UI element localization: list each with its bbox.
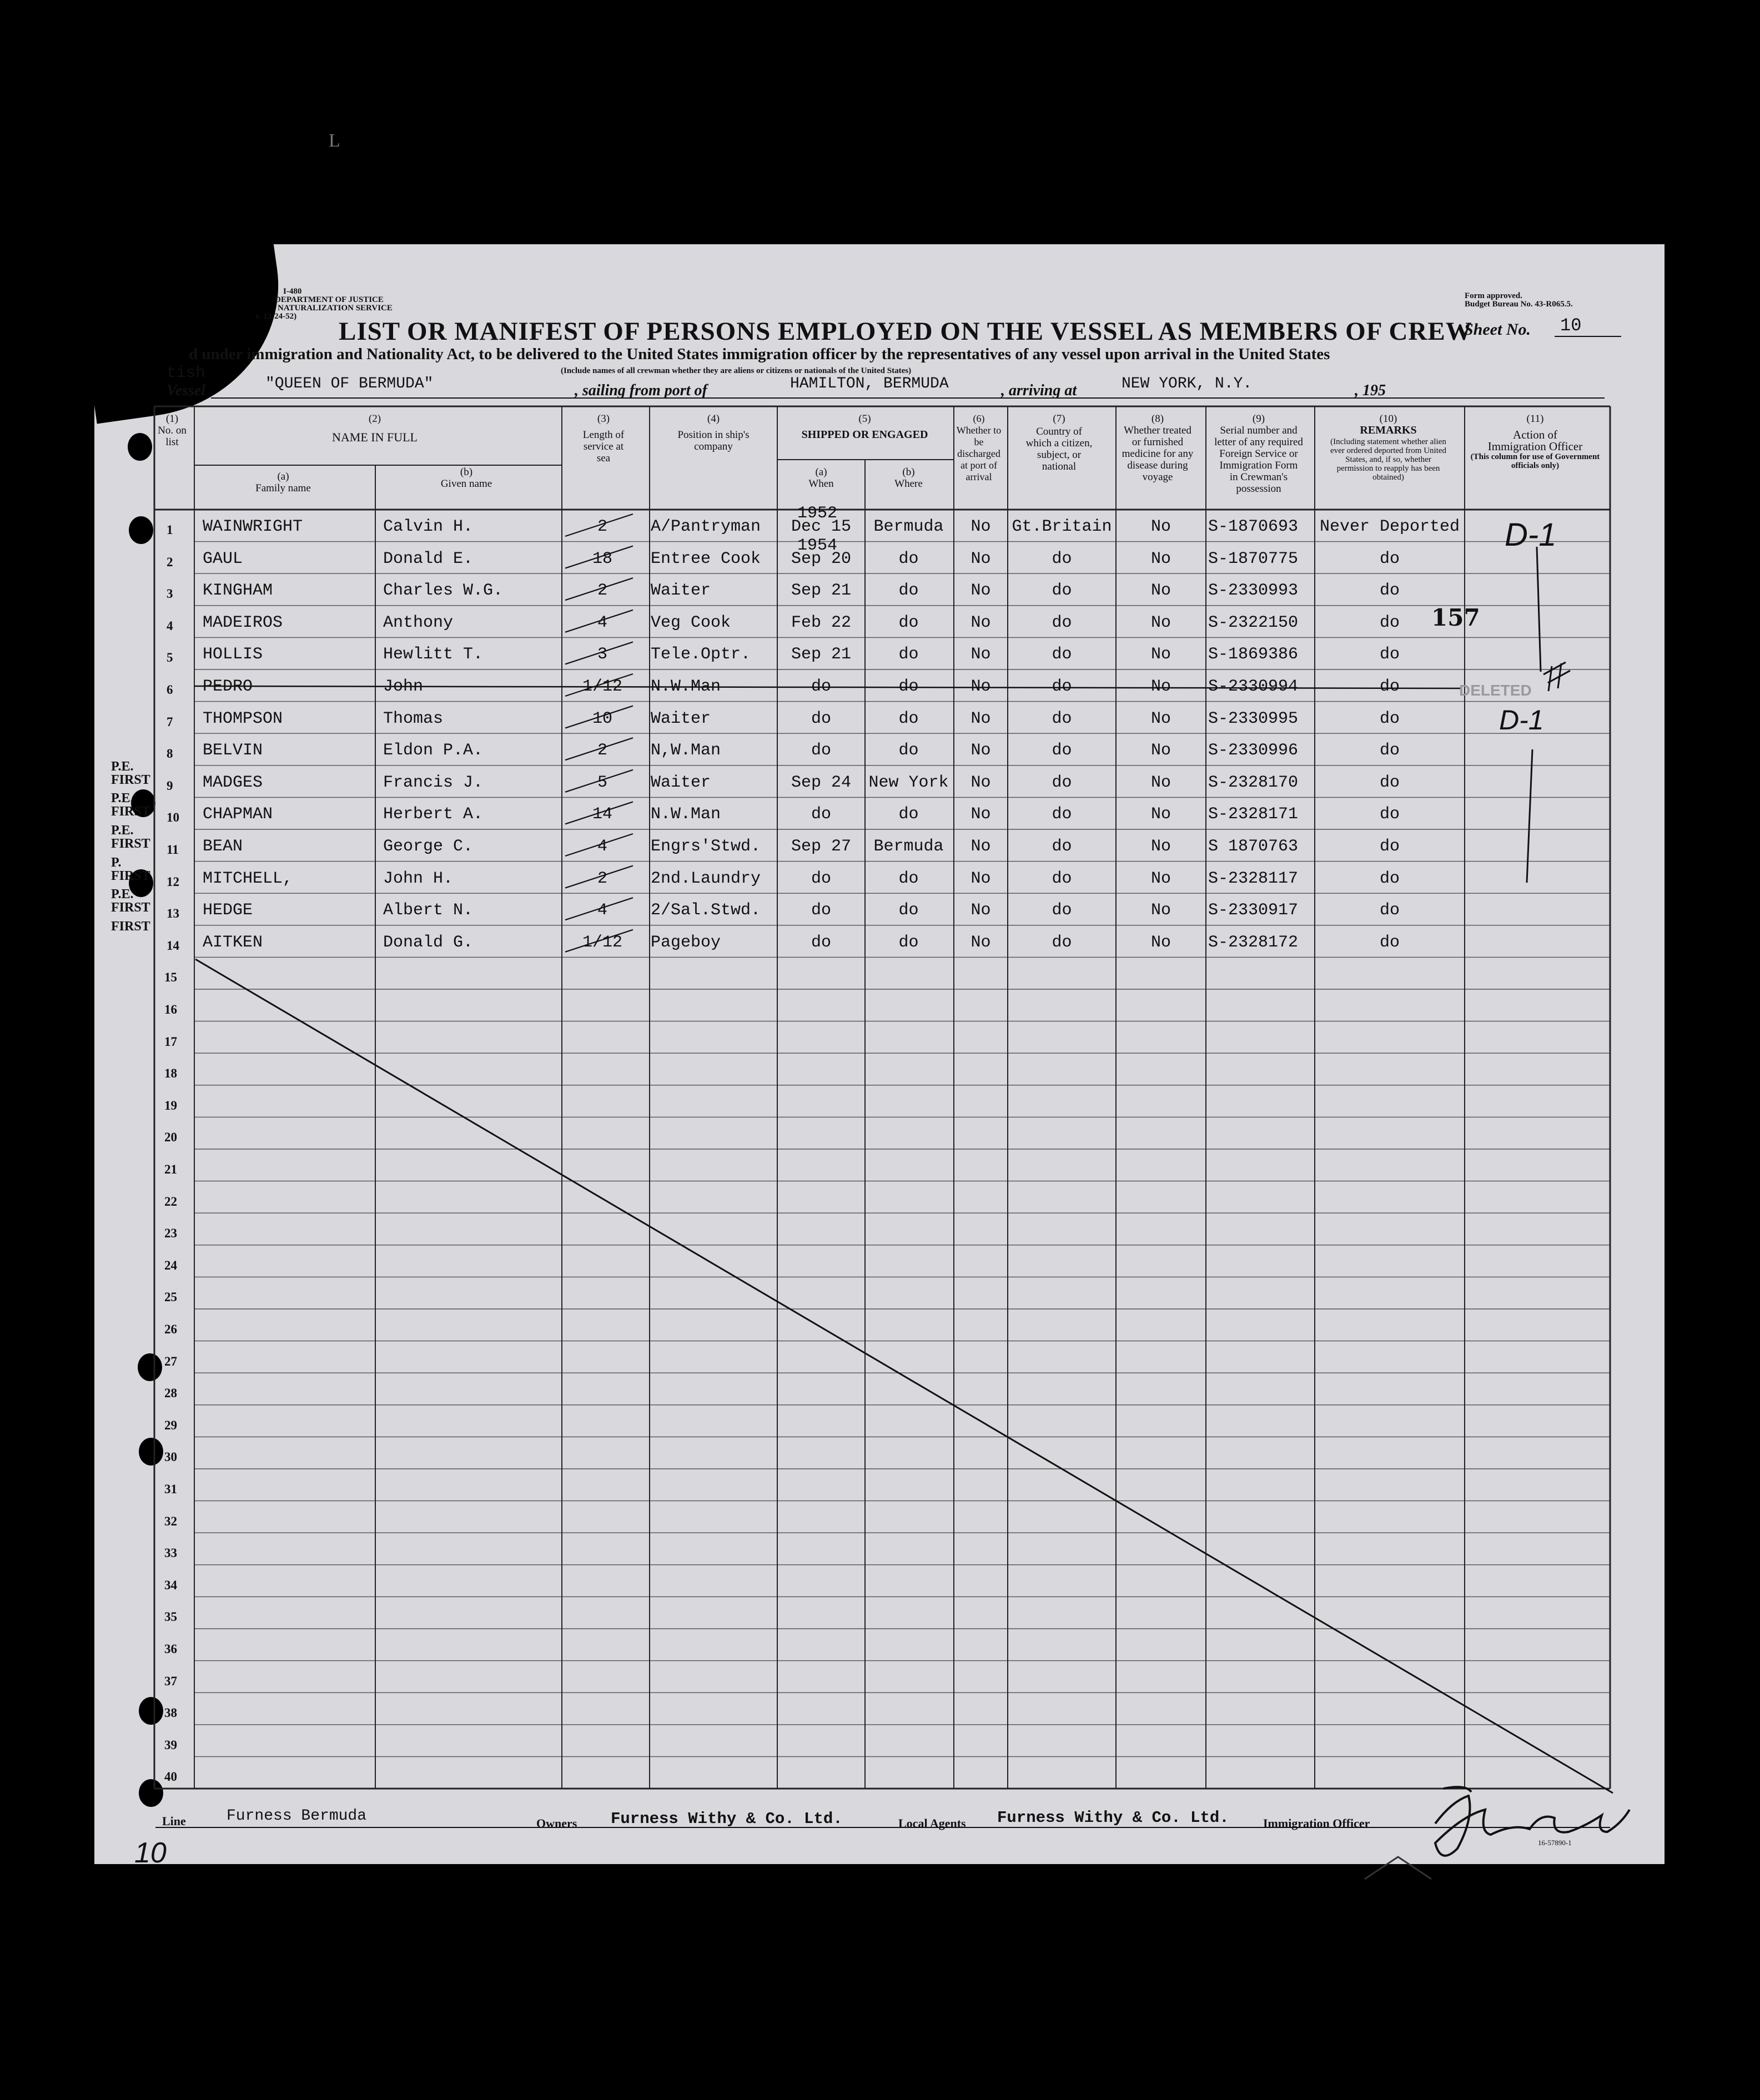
row-number: 23 <box>164 1226 177 1241</box>
form-code: 16-57890-1 <box>1538 1839 1572 1847</box>
row-number: 29 <box>164 1418 177 1432</box>
service-length: 2 <box>597 581 608 601</box>
country: do <box>1052 645 1072 664</box>
family-name: MADGES <box>203 773 263 792</box>
remarks: do <box>1379 741 1400 761</box>
col-1-header: (1) No. on list <box>158 413 187 448</box>
shipped-where: do <box>898 805 919 824</box>
given-name: Anthony <box>383 613 454 632</box>
discharge: No <box>970 677 991 696</box>
given-name: Eldon P.A. <box>383 741 484 761</box>
discharge: No <box>970 645 991 664</box>
year-label: , 195 <box>1355 382 1386 399</box>
local-agents-name: Furness Withy & Co. Ltd. <box>997 1809 1229 1827</box>
line-name: Furness Bermuda <box>227 1807 367 1825</box>
discharge: No <box>970 837 991 856</box>
vessel-name: "QUEEN OF BERMUDA" <box>265 375 434 392</box>
serial-number: S-2328170 <box>1208 773 1299 792</box>
row-number: 13 <box>167 907 179 921</box>
position: 2nd.Laundry <box>651 869 761 888</box>
remarks: do <box>1379 773 1400 792</box>
remarks: do <box>1379 613 1400 632</box>
discharge: No <box>970 709 991 728</box>
col-2b-header: (b) Given name <box>440 466 492 490</box>
row-number: 12 <box>167 874 179 889</box>
remarks: do <box>1379 677 1400 696</box>
row-number: 20 <box>164 1130 177 1145</box>
given-name: Hewlitt T. <box>383 645 484 664</box>
row-number: 35 <box>164 1610 177 1624</box>
row-number: 3 <box>167 587 173 601</box>
row-number: 37 <box>164 1674 177 1688</box>
shipped-when: Sep 21 <box>791 581 852 601</box>
row-number: 17 <box>164 1034 177 1049</box>
shipped-when: Sep 21 <box>791 645 852 664</box>
row-number: 2 <box>167 555 173 569</box>
remarks: do <box>1379 837 1400 856</box>
family-name: GAUL <box>203 549 243 568</box>
country: do <box>1052 709 1072 728</box>
shipped-when: do <box>811 709 831 728</box>
family-name: BEAN <box>203 837 243 856</box>
row-number: 5 <box>167 651 173 665</box>
service-length: 3 <box>597 645 608 664</box>
form-subtitle: d under immigration and Nationality Act, to be delivered to the United States immigration officer by the representatives of any vessel upon arrival in the United States <box>189 345 1330 363</box>
shipped-where: do <box>898 613 919 632</box>
sailing-port: HAMILTON, BERMUDA <box>790 375 949 392</box>
family-name: BELVIN <box>203 741 263 761</box>
shipped-when: do <box>811 741 831 761</box>
immigration-officer-label: Immigration Officer <box>1263 1816 1370 1830</box>
margin-note: P.E. FIRST <box>111 887 150 915</box>
sailing-label: , sailing from port of <box>575 382 707 399</box>
line-label: Line <box>162 1814 186 1828</box>
medicine: No <box>1150 773 1171 792</box>
serial-number: S-2330996 <box>1208 741 1299 761</box>
medicine: No <box>1150 933 1171 952</box>
row-number: 39 <box>164 1738 177 1752</box>
row-number: 10 <box>167 810 179 825</box>
medicine: No <box>1150 613 1171 632</box>
approval-note: Form approved. Budget Bureau No. 43-R065.5. <box>1465 291 1573 309</box>
row-number: 31 <box>164 1482 177 1496</box>
row-number: 34 <box>164 1578 177 1592</box>
serial-number: S-2328117 <box>1208 869 1299 888</box>
shipped-where: do <box>898 645 919 664</box>
service-length: 2 <box>597 517 608 536</box>
medicine: No <box>1150 517 1171 536</box>
row-number: 25 <box>164 1290 177 1305</box>
shipped-where: do <box>898 677 919 696</box>
row-number: 16 <box>164 1003 177 1016</box>
service-length: 18 <box>592 549 613 568</box>
row-number: 1 <box>167 523 173 537</box>
remarks: do <box>1379 869 1400 888</box>
remarks: do <box>1379 901 1400 920</box>
given-name: Herbert A. <box>383 805 484 824</box>
col-5b-header: (b) Where <box>894 466 923 490</box>
family-name: THOMPSON <box>203 709 283 728</box>
family-name: KINGHAM <box>203 581 273 601</box>
col-8-header: (8) Whether treated or furnished medicine for any disease during voyage <box>1122 413 1194 483</box>
officer-mark-row-7: D-1 <box>1499 704 1544 736</box>
agency-line: NATURALIZATION SERVICE <box>278 304 393 313</box>
officer-signature <box>1435 1787 1630 1856</box>
family-name: HEDGE <box>203 901 253 920</box>
row-number: 24 <box>164 1258 177 1272</box>
owners-name: Furness Withy & Co. Ltd. <box>611 1810 843 1828</box>
position: Veg Cook <box>651 613 731 632</box>
col-5a-header: (a) When <box>808 466 834 490</box>
given-name: Charles W.G. <box>383 581 504 601</box>
medicine: No <box>1150 581 1171 601</box>
family-name: WAINWRIGHT <box>203 517 303 536</box>
row-number: 30 <box>164 1450 177 1464</box>
arrival-port: NEW YORK, N.Y. <box>1122 375 1253 392</box>
shipped-where: do <box>898 933 919 952</box>
shipped-where: do <box>898 549 919 568</box>
shipped-when: do <box>811 805 831 824</box>
position: 2/Sal.Stwd. <box>651 901 761 920</box>
service-length: 2 <box>597 869 608 888</box>
shipped-when: Sep 27 <box>791 837 852 856</box>
col-5-header: (5) SHIPPED OR ENGAGED <box>801 413 928 441</box>
discharge: No <box>970 517 991 536</box>
country: do <box>1052 549 1072 568</box>
country: do <box>1052 837 1072 856</box>
shipped-where: do <box>898 741 919 761</box>
remarks: do <box>1379 581 1400 601</box>
position: A/Pantryman <box>651 517 761 536</box>
row-number: 15 <box>164 970 177 985</box>
row-number: 11 <box>167 843 179 857</box>
shipped-where: do <box>898 901 919 920</box>
medicine: No <box>1150 645 1171 664</box>
country: do <box>1052 581 1072 601</box>
service-length: 4 <box>597 837 608 856</box>
col-4-header: (4) Position in ship's company <box>677 413 750 452</box>
country: do <box>1052 773 1072 792</box>
serial-number: S-2330917 <box>1208 901 1299 920</box>
margin-note: P.E. FIRST <box>111 823 150 851</box>
col-2a-header: (a) Family name <box>255 471 311 494</box>
row-number: 9 <box>167 778 173 793</box>
discharge: No <box>970 901 991 920</box>
given-name: Calvin H. <box>383 517 474 536</box>
remarks: do <box>1379 805 1400 824</box>
serial-number: S-1869386 <box>1208 645 1299 664</box>
col-9-header: (9) Serial number and letter of any required Foreign Service or Immigration Form in Crewman's possession <box>1214 413 1303 495</box>
given-name: John <box>383 677 424 696</box>
discharge: No <box>970 613 991 632</box>
discharge: No <box>970 933 991 952</box>
given-name: Francis J. <box>383 773 484 792</box>
country: Gt.Britain <box>1012 517 1112 536</box>
row-number: 22 <box>164 1194 177 1208</box>
count-157: 157 <box>1431 604 1480 631</box>
sheet-number: 10 <box>1560 315 1582 336</box>
shipped-when: do <box>811 901 831 920</box>
shipped-when: Sep 20 <box>791 549 852 568</box>
given-name: Albert N. <box>383 901 474 920</box>
shipped-year: 1954 <box>797 536 838 555</box>
deleted-stamp: DELETED <box>1459 682 1532 699</box>
country: do <box>1052 933 1072 952</box>
position: Engrs'Stwd. <box>651 837 761 856</box>
country: do <box>1052 677 1072 696</box>
shipped-where: Bermuda <box>873 837 944 856</box>
owners-label: Owners <box>536 1816 577 1830</box>
discharge: No <box>970 869 991 888</box>
service-length: 1/12 <box>582 933 623 952</box>
row-number: 26 <box>164 1322 177 1336</box>
serial-number: S-1870693 <box>1208 517 1299 536</box>
col-6-header: (6) Whether to be discharged at port of arrival <box>956 413 1002 482</box>
nationality: tish <box>167 364 205 382</box>
family-name: CHAPMAN <box>203 805 273 824</box>
service-length: 5 <box>597 773 608 792</box>
medicine: No <box>1150 837 1171 856</box>
country: do <box>1052 741 1072 761</box>
shipped-when: Dec 15 <box>791 517 852 536</box>
serial-number: S-2322150 <box>1208 613 1299 632</box>
medicine: No <box>1150 901 1171 920</box>
row-number: 38 <box>164 1706 177 1720</box>
discharge: No <box>970 805 991 824</box>
family-name: AITKEN <box>203 933 263 952</box>
service-length: 2 <box>597 741 608 761</box>
agency-line: v. 12-24-52) <box>255 312 297 321</box>
shipped-when: do <box>811 933 831 952</box>
shipped-where: do <box>898 581 919 601</box>
serial-number: S-2330994 <box>1208 677 1299 696</box>
include-note: (Include names of all crewman whether they are aliens or citizens or nationals of the United States) <box>561 366 912 375</box>
position: N,W.Man <box>651 741 721 761</box>
given-name: George C. <box>383 837 474 856</box>
discharge: No <box>970 549 991 568</box>
row-number: 14 <box>167 938 179 953</box>
margin-note: P. FIRST <box>111 855 150 883</box>
officer-mark-row-1: D-1 <box>1505 517 1557 553</box>
serial-number: S-2328172 <box>1208 933 1299 952</box>
shipped-when: Feb 22 <box>791 613 852 632</box>
row-number: 28 <box>164 1386 177 1401</box>
shipped-year: 1952 <box>797 504 838 523</box>
row-number: 40 <box>164 1770 177 1784</box>
remarks: do <box>1379 709 1400 728</box>
col-11-header: (11) Action of Immigration Officer (This column for use of Government officials only) <box>1470 413 1600 470</box>
discharge: No <box>970 581 991 601</box>
remarks: do <box>1379 933 1400 952</box>
position: Waiter <box>651 773 711 792</box>
medicine: No <box>1150 869 1171 888</box>
row-number: 18 <box>164 1066 177 1081</box>
family-name: MITCHELL, <box>203 869 293 888</box>
row-number: 6 <box>167 683 173 697</box>
serial-number: S 1870763 <box>1208 837 1299 856</box>
form-title: LIST OR MANIFEST OF PERSONS EMPLOYED ON THE VESSEL AS MEMBERS OF CREW <box>339 317 1472 346</box>
serial-number: S-2328171 <box>1208 805 1299 824</box>
col-7-header: (7) Country of which a citizen, subject, or national <box>1025 413 1093 472</box>
margin-note: FIRST <box>111 919 150 934</box>
col-10-header: (10) REMARKS (Including statement whether alien ever ordered deported from United States, and, if so, whether permission to reapply has been obtained) <box>1330 413 1447 482</box>
position: N.W.Man <box>651 805 721 824</box>
remarks: Never Deported <box>1319 517 1460 536</box>
position: Tele.Optr. <box>651 645 751 664</box>
remarks: do <box>1379 549 1400 568</box>
family-name: PEDRO <box>203 677 253 696</box>
medicine: No <box>1150 709 1171 728</box>
given-name: Thomas <box>383 709 444 728</box>
serial-number: S-1870775 <box>1208 549 1299 568</box>
family-name: MADEIROS <box>203 613 283 632</box>
medicine: No <box>1150 677 1171 696</box>
local-agents-label: Local Agents <box>898 1816 966 1830</box>
margin-number: 10 <box>134 1837 167 1869</box>
service-length: 1/12 <box>582 677 623 696</box>
medicine: No <box>1150 549 1171 568</box>
service-length: 14 <box>592 805 613 824</box>
shipped-when: do <box>811 869 831 888</box>
vessel-label: Vessel <box>167 382 205 399</box>
row-number: 32 <box>164 1514 177 1528</box>
margin-note: P.E. FIRST <box>111 791 150 819</box>
medicine: No <box>1150 805 1171 824</box>
arriving-label: , arriving at <box>1001 382 1077 399</box>
service-length: 4 <box>597 613 608 632</box>
shipped-where: do <box>898 869 919 888</box>
row-number: 21 <box>164 1162 177 1176</box>
serial-number: S-2330995 <box>1208 709 1299 728</box>
row-number: 7 <box>167 714 173 729</box>
row-number: 27 <box>164 1354 177 1368</box>
country: do <box>1052 805 1072 824</box>
shipped-where: do <box>898 709 919 728</box>
row-number: 19 <box>164 1098 177 1112</box>
col-3-header: (3) Length of service at sea <box>582 413 625 464</box>
position: N.W.Man <box>651 677 721 696</box>
given-name: Donald E. <box>383 549 474 568</box>
shipped-when: do <box>811 677 831 696</box>
position: Waiter <box>651 581 711 601</box>
agency-line: I-480 <box>283 287 302 296</box>
sheet-label: Sheet No. <box>1464 320 1531 339</box>
family-name: HOLLIS <box>203 645 263 664</box>
position: Waiter <box>651 709 711 728</box>
row-number: 4 <box>167 618 173 633</box>
margin-note: P.E. FIRST <box>111 759 150 787</box>
shipped-where: Bermuda <box>873 517 944 536</box>
country: do <box>1052 869 1072 888</box>
country: do <box>1052 901 1072 920</box>
col-2-header: (2) NAME IN FULL <box>332 413 418 444</box>
country: do <box>1052 613 1072 632</box>
corner-mark: L <box>329 130 340 151</box>
given-name: Donald G. <box>383 933 474 952</box>
row-number: 33 <box>164 1546 177 1560</box>
medicine: No <box>1150 741 1171 761</box>
position: Pageboy <box>651 933 721 952</box>
service-length: 10 <box>592 709 613 728</box>
serial-number: S-2330993 <box>1208 581 1299 601</box>
shipped-where: New York <box>868 773 949 792</box>
agency-line: DEPARTMENT OF JUSTICE <box>275 295 384 304</box>
discharge: No <box>970 773 991 792</box>
given-name: John H. <box>383 869 454 888</box>
row-number: 36 <box>164 1642 177 1656</box>
discharge: No <box>970 741 991 761</box>
service-length: 4 <box>597 901 608 920</box>
remarks: do <box>1379 645 1400 664</box>
row-number: 8 <box>167 747 173 761</box>
shipped-when: Sep 24 <box>791 773 852 792</box>
position: Entree Cook <box>651 549 761 568</box>
